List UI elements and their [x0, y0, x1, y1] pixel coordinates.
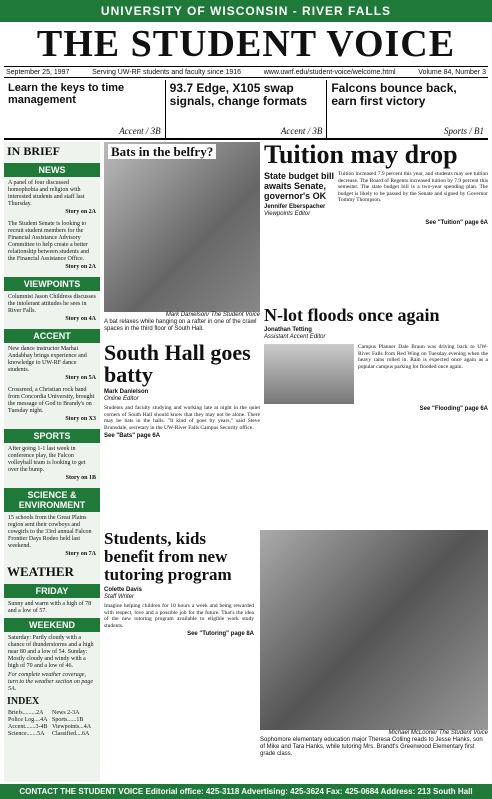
weather-friday-text: Sunny and warm with a high of 78 and a low of 57.	[8, 601, 92, 614]
brief-ref[interactable]: Story on 7A	[65, 551, 96, 557]
weather-weekend-text: Saturday: Partly cloudy with a chance of thunderstorms and a high near 80 and a low of 54. Sunday: Mostly cloudy and windy with a high of 70 and a low of 46.	[8, 635, 94, 669]
tutoring-continue[interactable]: See "Tutoring" page 8A	[187, 631, 254, 637]
section-news: NEWS	[4, 163, 100, 177]
index-item[interactable]: Briefs.........2A	[8, 710, 44, 716]
brief-ref[interactable]: Story on 2A	[65, 209, 96, 215]
flood-photo	[264, 344, 354, 404]
photo-caption: A bat relaxes while hanging on a rafter in one of the crawl spaces in the third floor of South Hall.	[104, 319, 257, 332]
tutoring-byline-title: Staff Writer	[104, 594, 135, 600]
teaser-section: Accent / 3B	[119, 126, 161, 136]
tuition-byline-title: Viewpoints Editor	[264, 211, 311, 217]
brief-ref[interactable]: Story on 1B	[65, 475, 96, 481]
tutoring-headline[interactable]: Students, kids benefit from new tutoring program	[104, 529, 232, 584]
brief-item: A panel of four discussed homophobia and religion with interested students and staff last Thursday.	[8, 180, 85, 207]
southhall-byline: Mark Danielson	[104, 389, 149, 395]
southhall-body: Students and faculty studying and working late at night in the quiet corners of South Hall should know that they may not be alone. There may be bats in the halls. "It kind of goes by years," said Steve Brunsdale, secretary in the UW-River Falls Campus Security office.	[104, 405, 260, 431]
dateline	[4, 66, 488, 78]
university-banner: UNIVERSITY OF WISCONSIN - RIVER FALLS	[0, 0, 492, 22]
volume-number: Volume 84, Number 3	[418, 69, 486, 76]
tagline: Serving UW-RF students and faculty since 1916	[92, 69, 242, 76]
weather-title: WEATHER	[7, 564, 74, 579]
tutoring-byline: Colette Davis	[104, 587, 143, 593]
southhall-continue[interactable]: See "Bats" page 6A	[104, 433, 161, 439]
tutoring-photo-caption: Sophomore elementary education major Theresa Colling reads to Jesse Hanks, son of Mike and Tara Hanks, while tutoring Mrs. Brandt's Greenwood Elementary first grade class.	[260, 737, 483, 757]
teaser-falcons[interactable]	[327, 80, 488, 138]
tutoring-photo	[260, 530, 488, 730]
index-title: INDEX	[7, 696, 40, 707]
brief-item: Crossreed, a Christian rock band from Concordia University, brought the message of God to Brandy's on Tuesday night.	[8, 387, 95, 414]
teaser-text: Falcons bounce back, earn first victory	[331, 81, 457, 108]
southhall-headline[interactable]: South Hall goes batty	[104, 340, 251, 387]
southhall-article	[104, 342, 260, 526]
index-item[interactable]: Science.......5A	[8, 731, 45, 737]
brief-item: New dance instructor Marhai Andabhay brings experience and knowledge to UW-RF dance students.	[8, 346, 87, 373]
in-brief-title: IN BRIEF	[7, 144, 61, 158]
index-item[interactable]: Viewpoints...4A	[52, 724, 92, 730]
index-item[interactable]: News 2-3A	[52, 710, 80, 716]
index-item[interactable]: Classified....6A	[52, 731, 90, 737]
teaser-radio[interactable]	[166, 80, 328, 138]
index-item[interactable]: Police Log....4A	[8, 717, 48, 723]
brief-item: 15 schools from the Great Plains region sent their cowboys and cowgirls to the 33rd annual Falcon Frontier Days Rodeo held last weekend.	[8, 515, 92, 549]
brief-ref[interactable]: Story on 5A	[65, 375, 96, 381]
bats-photo-headline: Bats in the belfry?	[108, 144, 216, 159]
teaser-text: 93.7 Edge, X105 swap signals, change formats	[169, 81, 308, 108]
brief-item: After going 1-1 last week in conference play, the Falcon volleyball team is looking to get over the bump.	[8, 446, 86, 473]
weather-weekend: WEEKEND	[4, 618, 100, 632]
bat-photo	[104, 142, 260, 312]
index-item[interactable]: Accent.......3-4B	[8, 724, 48, 730]
weather-note: For complete weather coverage, turn to the weather section on page 5A.	[8, 672, 93, 692]
tuition-headline[interactable]: Tuition may drop	[264, 140, 458, 169]
flood-byline-title: Assistant Accent Editor	[264, 334, 326, 340]
brief-ref[interactable]: Story on X3	[65, 416, 96, 422]
teaser-section: Sports / B1	[444, 126, 485, 136]
teaser-time-management[interactable]	[4, 80, 166, 138]
tutoring-article	[104, 530, 488, 780]
issue-date: September 25, 1997	[6, 69, 70, 76]
section-viewpoints: VIEWPOINTS	[4, 277, 100, 291]
tuition-body: Tuition increased 7.9 percent this year, and students may see tuition decrease. The Board of Regents increased tuition by 7.9 percent this semester. The state budget bill is a two-year spending plan. The budget is likely to be passed by the Senate and signed by Governor Tommy Thompson.	[338, 171, 488, 203]
section-science: SCIENCE & ENVIRONMENT	[4, 488, 100, 512]
flood-byline: Jonathan Tetting	[264, 327, 312, 333]
tuition-article	[264, 142, 488, 302]
flood-article	[264, 306, 488, 522]
tuition-deck: State budget bill awaits Senate, governor's OK	[264, 171, 335, 201]
southhall-byline-title: Online Editor	[104, 396, 139, 402]
in-brief-sidebar	[4, 142, 100, 782]
teaser-text: Learn the keys to time management	[8, 82, 125, 106]
weather-friday: FRIDAY	[4, 584, 100, 598]
brief-item: The Student Senate is looking to recruit student members for the Financial Assistance Advisory Committee to help create a better relationship between students and the Financial Assistance Office.	[8, 221, 90, 262]
flood-continue[interactable]: See "Flooding" page 6A	[419, 406, 488, 412]
flood-headline[interactable]: N-lot floods once again	[264, 305, 440, 325]
photo-credit: Mark Danielson/ The Student Voice	[165, 312, 260, 318]
masthead-title: THE STUDENT VOICE	[36, 23, 456, 65]
tuition-byline: Jennifer Eberspacher	[264, 204, 326, 210]
tutoring-photo-credit: Michael McLoone/ The Student Voice	[388, 730, 488, 736]
bats-photo-block	[104, 142, 260, 338]
brief-ref[interactable]: Story on 4A	[65, 316, 96, 322]
flood-body: Campus Planner Dale Braun was driving back to UW-River Falls from Red Wing on Tuesday evening when the heavy rains rolled in. Rain is expected once again as a popular campus parking lot flooded once again.	[358, 344, 488, 370]
tutoring-body: Imagine helping children for 10 hours a week and being rewarded with respect, love and a possible job for the future. That's the idea of the new tutoring program available to eligible work study students.	[104, 603, 254, 629]
teaser-section: Accent / 3B	[280, 126, 323, 136]
teaser-bar	[4, 80, 488, 140]
index-item[interactable]: Sports......1B	[52, 717, 84, 723]
section-sports: SPORTS	[4, 429, 100, 443]
brief-ref[interactable]: Story on 2A	[65, 264, 96, 270]
contact-footer: CONTACT THE STUDENT VOICE Editorial office: 425-3118 Advertising: 425-3624 Fax: 425-0684 Address: 213 South Hall	[0, 784, 492, 799]
section-accent: ACCENT	[4, 329, 100, 343]
brief-item: Columnist Jason Childress discusses the intolerant attitudes he sees in River Falls.	[8, 294, 96, 314]
tuition-continue[interactable]: See "Tuition" page 6A	[425, 220, 488, 226]
website-link[interactable]: www.uwrf.edu/student-voice/welcome.html	[263, 69, 396, 76]
index-list	[4, 709, 100, 739]
